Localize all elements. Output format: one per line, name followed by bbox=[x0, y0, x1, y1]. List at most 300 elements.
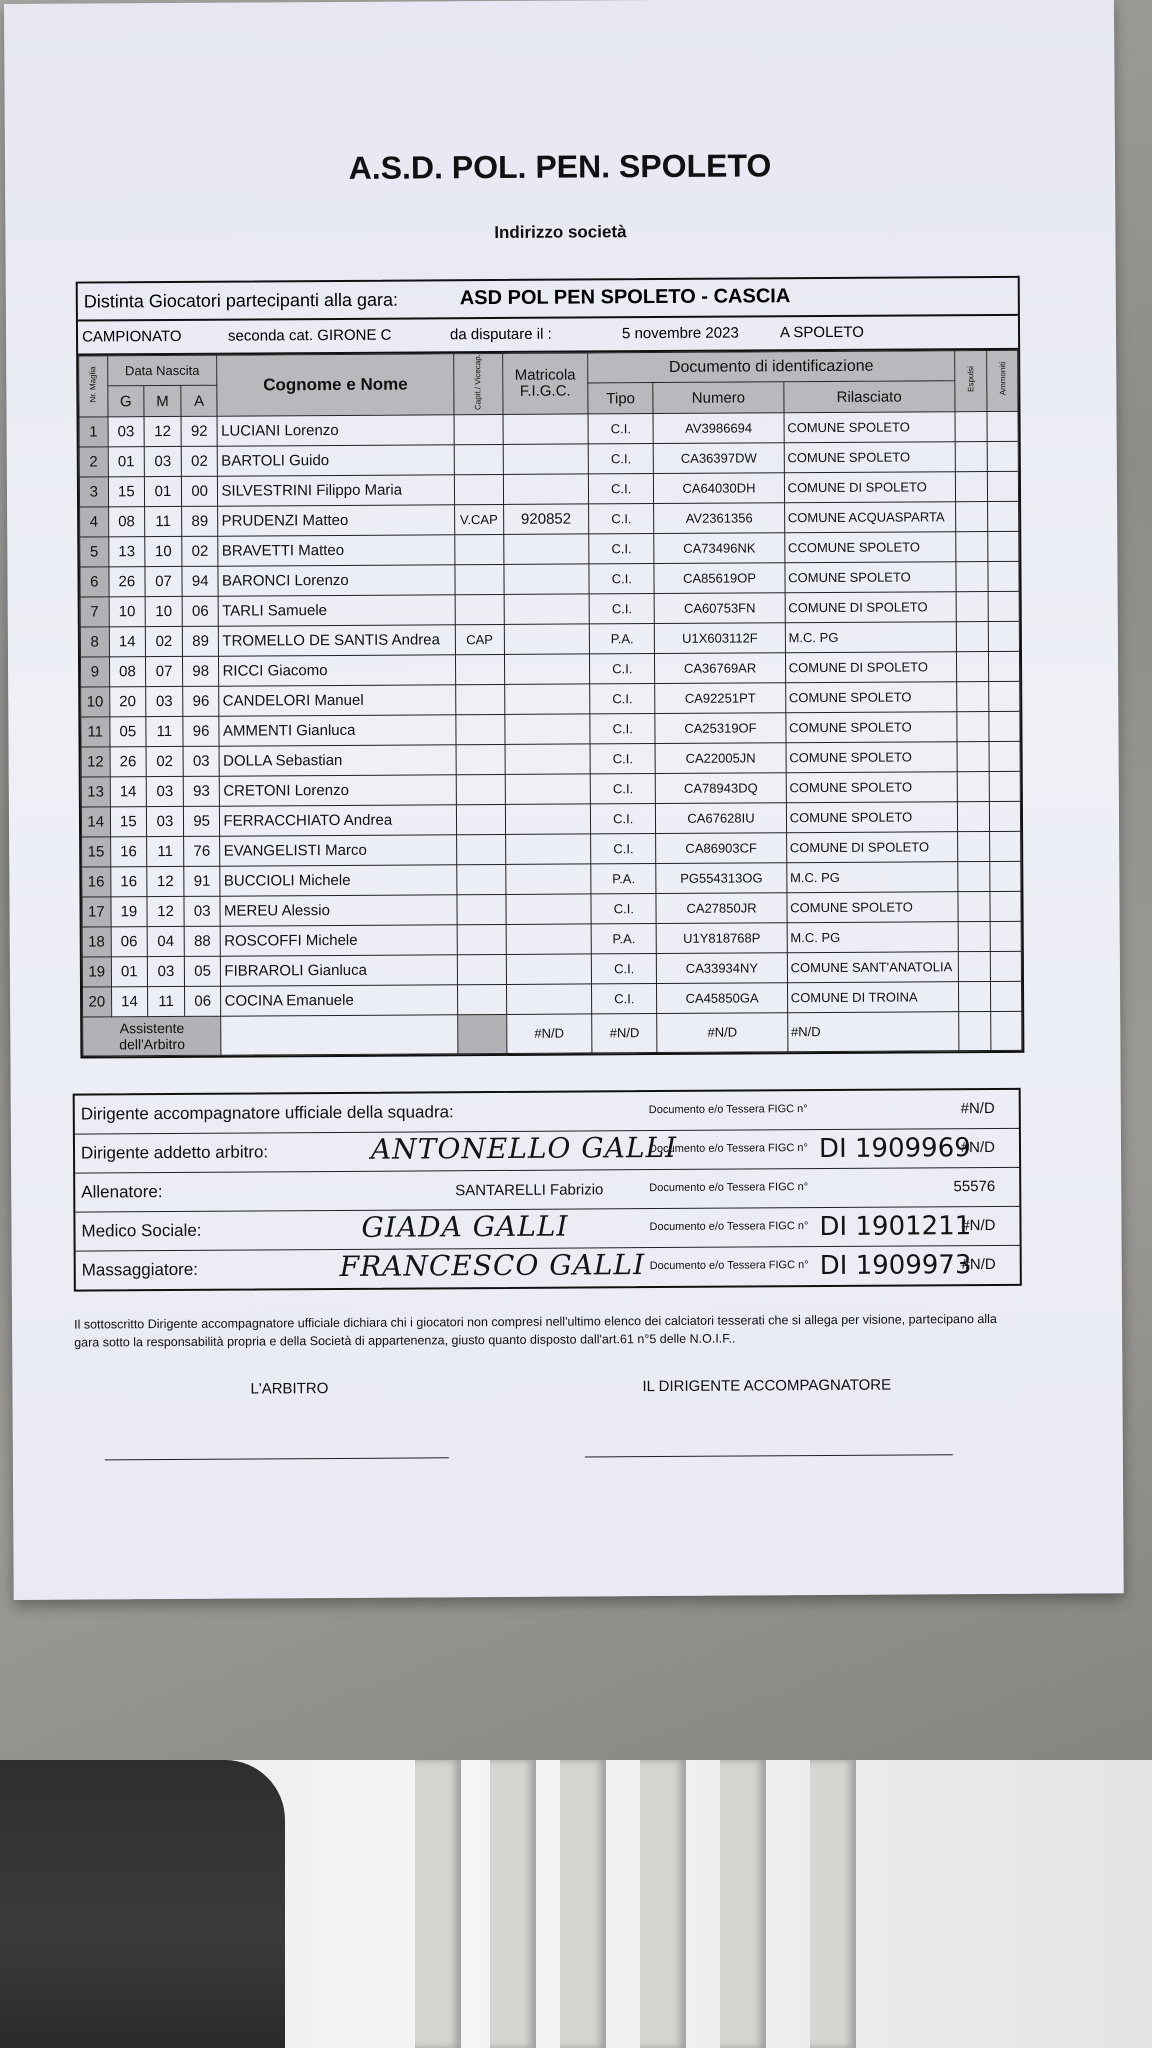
shirt-number: 2 bbox=[79, 447, 108, 477]
player-name: AMMENTI Gianluca bbox=[219, 715, 455, 746]
birth-year: 92 bbox=[181, 416, 218, 446]
doc-number: CA64030DH bbox=[654, 473, 785, 504]
doc-issuer: CCOMUNE SPOLETO bbox=[784, 532, 955, 563]
players-table bbox=[78, 350, 1022, 1057]
doc-number: CA25319OF bbox=[655, 713, 786, 744]
doc-number: CA92251PT bbox=[655, 683, 786, 714]
staff-role-label: Massaggiatore: bbox=[81, 1259, 199, 1280]
birth-year: 03 bbox=[183, 746, 220, 776]
birth-day: 08 bbox=[108, 507, 145, 537]
assistant-booked bbox=[991, 1011, 1022, 1050]
birth-day: 14 bbox=[109, 627, 146, 657]
handwritten-doc-number: DI 1909973 bbox=[819, 1250, 972, 1282]
shirt-number: 1 bbox=[79, 417, 108, 447]
birth-month: 07 bbox=[145, 566, 182, 596]
doc-type: C.I. bbox=[590, 713, 655, 743]
staff-doc-label: Documento e/o Tessera FIGC n° bbox=[649, 1181, 809, 1195]
matricola bbox=[505, 864, 591, 895]
doc-type: C.I. bbox=[589, 473, 654, 503]
player-name: CRETONI Lorenzo bbox=[220, 775, 456, 806]
matricola bbox=[506, 984, 592, 1015]
doc-number: CA36397DW bbox=[654, 443, 785, 474]
doc-number: CA60753FN bbox=[654, 593, 785, 624]
date-label: da disputare il : bbox=[449, 325, 552, 344]
shirt-number: 9 bbox=[80, 657, 109, 687]
staff-role-label: Dirigente accompagnatore ufficiale della squadra: bbox=[80, 1102, 454, 1124]
player-name: FERRACCHIATO Andrea bbox=[220, 805, 456, 836]
chair-slat bbox=[560, 1760, 606, 2048]
captain-mark bbox=[454, 444, 503, 474]
shirt-number: 7 bbox=[80, 597, 109, 627]
handwritten-name: ANTONELLO GALLI bbox=[370, 1130, 678, 1166]
birth-day: 20 bbox=[109, 687, 146, 717]
captain-mark bbox=[455, 684, 504, 714]
staff-row bbox=[75, 1090, 1019, 1135]
booked bbox=[988, 561, 1019, 591]
player-name: TARLI Samuele bbox=[219, 595, 455, 626]
players-body bbox=[79, 411, 1022, 1017]
matricola bbox=[504, 714, 590, 745]
chair-slat bbox=[490, 1760, 536, 2048]
handwritten-doc-number: DI 1901211 bbox=[819, 1211, 972, 1243]
doc-number: PG554313OG bbox=[656, 863, 787, 894]
championship-category: seconda cat. GIRONE C bbox=[227, 326, 392, 345]
captain-mark bbox=[454, 414, 503, 444]
birth-year: 93 bbox=[183, 776, 220, 806]
shirt-number: 16 bbox=[82, 867, 111, 897]
birth-month: 03 bbox=[146, 686, 183, 716]
player-name: DOLLA Sebastian bbox=[220, 745, 456, 776]
handwritten-name: FRANCESCO GALLI bbox=[339, 1248, 646, 1283]
expelled bbox=[956, 621, 989, 651]
captain-mark bbox=[456, 714, 505, 744]
birth-month: 03 bbox=[147, 956, 184, 986]
doc-issuer: COMUNE ACQUASPARTA bbox=[784, 502, 955, 533]
expelled bbox=[957, 771, 990, 801]
birth-year: 76 bbox=[183, 836, 220, 866]
doc-type: C.I. bbox=[589, 503, 654, 533]
col-name: Cognome e Nome bbox=[217, 354, 454, 416]
expelled bbox=[955, 471, 988, 501]
col-month: M bbox=[144, 386, 181, 417]
handwritten-name: GIADA GALLI bbox=[361, 1209, 569, 1244]
col-day: G bbox=[107, 386, 144, 417]
shirt-number: 3 bbox=[79, 477, 108, 507]
booked bbox=[988, 531, 1019, 561]
doc-issuer: COMUNE DI TROINA bbox=[787, 982, 958, 1013]
manager-signature-line bbox=[585, 1454, 953, 1457]
birth-year: 00 bbox=[181, 476, 218, 506]
shirt-number: 5 bbox=[80, 537, 109, 567]
assistant-expelled bbox=[958, 1011, 991, 1050]
booked bbox=[990, 771, 1021, 801]
shirt-number: 18 bbox=[82, 927, 111, 957]
staff-box bbox=[73, 1088, 1022, 1292]
doc-issuer: COMUNE SANT'ANATOLIA bbox=[787, 952, 958, 983]
birth-day: 10 bbox=[109, 597, 146, 627]
birth-month: 02 bbox=[146, 746, 183, 776]
doc-number: U1X603112F bbox=[655, 623, 786, 654]
birth-month: 10 bbox=[145, 536, 182, 566]
expelled bbox=[955, 501, 988, 531]
matricola bbox=[504, 654, 590, 685]
expelled bbox=[955, 441, 988, 471]
shirt-number: 19 bbox=[82, 957, 111, 987]
player-name: LUCIANI Lorenzo bbox=[218, 415, 454, 446]
matricola bbox=[504, 624, 590, 655]
doc-number: CA85619OP bbox=[654, 563, 785, 594]
player-name: BRAVETTI Matteo bbox=[218, 535, 454, 566]
expelled bbox=[958, 921, 991, 951]
birth-day: 16 bbox=[110, 837, 147, 867]
birth-year: 88 bbox=[184, 926, 221, 956]
doc-issuer: COMUNE SPOLETO bbox=[784, 442, 955, 473]
expelled bbox=[957, 801, 990, 831]
birth-day: 14 bbox=[111, 987, 148, 1017]
captain-mark bbox=[457, 924, 506, 954]
doc-number: CA78943DQ bbox=[656, 773, 787, 804]
matricola bbox=[506, 924, 592, 955]
matricola bbox=[505, 834, 591, 865]
matricola: 920852 bbox=[503, 504, 589, 535]
birth-year: 06 bbox=[182, 596, 219, 626]
doc-issuer: COMUNE SPOLETO bbox=[785, 682, 956, 713]
col-year: A bbox=[181, 386, 218, 417]
expelled bbox=[957, 741, 990, 771]
player-name: EVANGELISTI Marco bbox=[220, 835, 456, 866]
captain-mark bbox=[454, 534, 503, 564]
staff-role-label: Dirigente addetto arbitro: bbox=[80, 1142, 269, 1163]
booked bbox=[990, 891, 1021, 921]
birth-month: 03 bbox=[146, 776, 183, 806]
shirt-number: 6 bbox=[80, 567, 109, 597]
captain-mark bbox=[457, 894, 506, 924]
matricola bbox=[506, 954, 592, 985]
match-date: 5 novembre 2023 bbox=[621, 324, 739, 343]
doc-type: P.A. bbox=[589, 623, 654, 653]
assistant-cap bbox=[457, 1014, 506, 1053]
booked bbox=[987, 411, 1018, 441]
birth-day: 06 bbox=[111, 927, 148, 957]
birth-month: 12 bbox=[147, 866, 184, 896]
doc-number: CA22005JN bbox=[655, 743, 786, 774]
doc-type: C.I. bbox=[590, 773, 655, 803]
birth-year: 96 bbox=[182, 686, 219, 716]
expelled bbox=[956, 681, 989, 711]
birth-month: 02 bbox=[145, 626, 182, 656]
birth-day: 01 bbox=[111, 957, 148, 987]
player-name: BARONCI Lorenzo bbox=[218, 565, 454, 596]
doc-issuer: M.C. PG bbox=[787, 922, 958, 953]
doc-issuer: M.C. PG bbox=[785, 622, 956, 653]
matricola bbox=[505, 774, 591, 805]
booked bbox=[989, 741, 1020, 771]
birth-year: 05 bbox=[184, 956, 221, 986]
player-name: BUCCIOLI Michele bbox=[220, 865, 456, 896]
doc-number: CA73496NK bbox=[654, 533, 785, 564]
doc-number: CA36769AR bbox=[655, 653, 786, 684]
captain-mark bbox=[457, 984, 506, 1014]
birth-day: 26 bbox=[110, 747, 147, 777]
staff-row bbox=[75, 1129, 1019, 1174]
birth-day: 15 bbox=[108, 477, 145, 507]
expelled bbox=[958, 861, 991, 891]
birth-year: 95 bbox=[183, 806, 220, 836]
doc-type: P.A. bbox=[591, 923, 656, 953]
staff-doc-value: #N/D bbox=[960, 1099, 995, 1118]
col-captain: Capit./ Vicecap. bbox=[473, 354, 483, 411]
birth-day: 13 bbox=[108, 537, 145, 567]
shirt-number: 8 bbox=[80, 627, 109, 657]
doc-number: AV2361356 bbox=[654, 503, 785, 534]
birth-year: 98 bbox=[182, 656, 219, 686]
player-name: ROSCOFFI Michele bbox=[221, 925, 457, 956]
doc-issuer: COMUNE DI SPOLETO bbox=[785, 592, 956, 623]
booked bbox=[990, 861, 1021, 891]
staff-doc-value: #N/D bbox=[960, 1138, 996, 1157]
birth-day: 05 bbox=[109, 717, 146, 747]
birth-day: 01 bbox=[108, 447, 145, 477]
expelled bbox=[958, 891, 991, 921]
captain-mark: V.CAP bbox=[454, 504, 503, 534]
players-grid bbox=[76, 276, 1025, 1059]
col-doc-type: Tipo bbox=[588, 383, 653, 414]
shirt-number: 4 bbox=[80, 507, 109, 537]
expelled bbox=[955, 411, 988, 441]
birth-month: 11 bbox=[145, 506, 182, 536]
matricola bbox=[504, 594, 590, 625]
match-header-row bbox=[78, 278, 1018, 322]
doc-issuer: COMUNE DI SPOLETO bbox=[784, 472, 955, 503]
birth-month: 11 bbox=[148, 986, 185, 1016]
birth-year: 89 bbox=[182, 626, 219, 656]
booked bbox=[991, 951, 1022, 981]
championship-row bbox=[78, 316, 1018, 356]
booked bbox=[988, 501, 1019, 531]
birth-day: 15 bbox=[110, 807, 147, 837]
booked bbox=[990, 831, 1021, 861]
captain-mark bbox=[457, 864, 506, 894]
doc-number: CA67628IU bbox=[656, 803, 787, 834]
person-leg bbox=[0, 1760, 285, 2048]
col-birthdate: Data Nascita bbox=[107, 355, 217, 386]
doc-type: C.I. bbox=[589, 533, 654, 563]
shirt-number: 14 bbox=[81, 807, 110, 837]
expelled bbox=[958, 951, 991, 981]
staff-row bbox=[75, 1207, 1019, 1252]
col-shirt-number: Nr. Maglia bbox=[88, 366, 98, 403]
captain-mark bbox=[454, 474, 503, 504]
referee-signature-label: L'ARBITRO bbox=[250, 1380, 329, 1398]
col-expelled: Espulsi bbox=[966, 366, 976, 392]
birth-year: 94 bbox=[182, 566, 219, 596]
assistant-doc-issuer: #N/D bbox=[787, 1012, 958, 1052]
player-name: FIBRAROLI Gianluca bbox=[221, 955, 457, 986]
doc-type: C.I. bbox=[591, 953, 656, 983]
player-name: TROMELLO DE SANTIS Andrea bbox=[219, 625, 455, 656]
staff-doc-label: Documento e/o Tessera FIGC n° bbox=[649, 1220, 809, 1234]
captain-mark bbox=[456, 774, 505, 804]
matricola bbox=[503, 534, 589, 565]
shirt-number: 17 bbox=[82, 897, 111, 927]
expelled bbox=[956, 531, 989, 561]
staff-role-label: Medico Sociale: bbox=[81, 1220, 202, 1241]
booked bbox=[989, 621, 1020, 651]
staff-row bbox=[76, 1246, 1020, 1290]
manager-signature-label: IL DIRIGENTE ACCOMPAGNATORE bbox=[642, 1376, 892, 1396]
matricola bbox=[504, 564, 590, 595]
col-doc-issuer: Rilasciato bbox=[784, 381, 955, 412]
doc-type: C.I. bbox=[591, 893, 656, 923]
player-name: MEREU Alessio bbox=[220, 895, 456, 926]
birth-year: 02 bbox=[182, 536, 219, 566]
matricola bbox=[505, 744, 591, 775]
col-booked: Ammoniti bbox=[997, 362, 1008, 396]
birth-month: 10 bbox=[145, 596, 182, 626]
captain-mark bbox=[457, 954, 506, 984]
assistant-name bbox=[221, 1015, 457, 1055]
staff-doc-value: 55576 bbox=[953, 1177, 996, 1196]
birth-year: 03 bbox=[184, 896, 221, 926]
doc-type: C.I. bbox=[590, 653, 655, 683]
birth-year: 89 bbox=[181, 506, 218, 536]
doc-type: C.I. bbox=[591, 803, 656, 833]
col-document: Documento di identificazione bbox=[588, 351, 955, 384]
birth-year: 96 bbox=[183, 716, 220, 746]
club-address-label: Indirizzo società bbox=[494, 222, 627, 243]
matricola bbox=[506, 894, 592, 925]
shirt-number: 15 bbox=[82, 837, 111, 867]
doc-type: C.I. bbox=[588, 443, 653, 473]
shirt-number: 13 bbox=[81, 777, 110, 807]
captain-mark bbox=[456, 834, 505, 864]
birth-month: 03 bbox=[147, 806, 184, 836]
birth-day: 14 bbox=[110, 777, 147, 807]
doc-issuer: COMUNE SPOLETO bbox=[786, 802, 957, 833]
doc-type: C.I. bbox=[588, 413, 653, 443]
doc-issuer: COMUNE DI SPOLETO bbox=[785, 652, 956, 683]
staff-doc-value: #N/D bbox=[961, 1216, 996, 1235]
doc-number: CA45850GA bbox=[657, 983, 788, 1014]
doc-issuer: COMUNE SPOLETO bbox=[784, 412, 955, 443]
captain-mark bbox=[455, 564, 504, 594]
expelled bbox=[957, 711, 990, 741]
matricola bbox=[503, 474, 589, 505]
player-name: PRUDENZI Matteo bbox=[218, 505, 454, 536]
match-teams: ASD POL PEN SPOLETO - CASCIA bbox=[459, 285, 791, 310]
staff-doc-label: Documento e/o Tessera FIGC n° bbox=[648, 1103, 808, 1117]
doc-type: C.I. bbox=[590, 683, 655, 713]
chair-slat bbox=[720, 1760, 766, 2048]
doc-number: CA86903CF bbox=[656, 833, 787, 864]
birth-day: 19 bbox=[110, 897, 147, 927]
referee-signature-line bbox=[105, 1457, 449, 1460]
captain-mark bbox=[455, 594, 504, 624]
staff-row bbox=[75, 1168, 1019, 1213]
expelled bbox=[958, 981, 991, 1011]
captain-mark bbox=[455, 654, 504, 684]
expelled bbox=[956, 651, 989, 681]
doc-type: C.I. bbox=[589, 593, 654, 623]
match-sheet bbox=[4, 0, 1124, 1600]
doc-type: C.I. bbox=[589, 563, 654, 593]
staff-doc-label: Documento e/o Tessera FIGC n° bbox=[649, 1259, 809, 1273]
expelled bbox=[957, 831, 990, 861]
player-name: SILVESTRINI Filippo Maria bbox=[218, 475, 454, 506]
shirt-number: 20 bbox=[83, 987, 112, 1017]
booked bbox=[988, 591, 1019, 621]
doc-number: U1Y818768P bbox=[656, 923, 787, 954]
birth-month: 12 bbox=[147, 896, 184, 926]
birth-day: 16 bbox=[110, 867, 147, 897]
assistant-doc-number: #N/D bbox=[657, 1013, 788, 1053]
booked bbox=[991, 981, 1022, 1011]
birth-year: 06 bbox=[184, 986, 221, 1016]
declaration-text: Il sottoscritto Dirigente accompagnatore ufficiale dichiara chi i giocatori non compresi nell'ultimo elenco dei calciatori tesserati che si allega per visione, partecipano alla gara sotto la responsabilità propria e della Società di appartenenza, giusto quanto disposto dall'art.61 n°5 delle N.O.I.F.. bbox=[74, 1311, 997, 1350]
captain-mark bbox=[456, 744, 505, 774]
chair-slat bbox=[810, 1760, 856, 2048]
expelled bbox=[956, 561, 989, 591]
doc-issuer: COMUNE SPOLETO bbox=[786, 712, 957, 743]
doc-issuer: M.C. PG bbox=[786, 862, 957, 893]
assistant-label: Assistente dell'Arbitro bbox=[83, 1016, 222, 1056]
assistant-matricola: #N/D bbox=[506, 1014, 592, 1054]
birth-month: 01 bbox=[145, 476, 182, 506]
captain-mark bbox=[456, 804, 505, 834]
birth-month: 12 bbox=[144, 416, 181, 446]
staff-role-label: Allenatore: bbox=[81, 1182, 163, 1202]
matricola bbox=[503, 414, 589, 445]
booked bbox=[989, 681, 1020, 711]
doc-issuer: COMUNE SPOLETO bbox=[787, 892, 958, 923]
player-name: RICCI Giacomo bbox=[219, 655, 455, 686]
birth-month: 11 bbox=[147, 836, 184, 866]
birth-year: 02 bbox=[181, 446, 218, 476]
matricola bbox=[504, 684, 590, 715]
chair-slat bbox=[415, 1760, 461, 2048]
staff-printed-name: SANTARELLI Fabrizio bbox=[455, 1181, 604, 1200]
doc-issuer: COMUNE SPOLETO bbox=[785, 562, 956, 593]
birth-month: 11 bbox=[146, 716, 183, 746]
booked bbox=[990, 921, 1021, 951]
staff-doc-label: Documento e/o Tessera FIGC n° bbox=[648, 1142, 808, 1156]
booked bbox=[989, 651, 1020, 681]
birth-year: 91 bbox=[184, 866, 221, 896]
doc-issuer: COMUNE DI SPOLETO bbox=[786, 832, 957, 863]
doc-type: P.A. bbox=[591, 863, 656, 893]
chair-slat bbox=[640, 1760, 686, 2048]
birth-month: 07 bbox=[146, 656, 183, 686]
birth-month: 04 bbox=[147, 926, 184, 956]
club-title: A.S.D. POL. PEN. SPOLETO bbox=[348, 147, 772, 186]
birth-day: 03 bbox=[108, 417, 145, 447]
match-place: A SPOLETO bbox=[779, 323, 865, 342]
doc-number: CA33934NY bbox=[657, 953, 788, 984]
matricola bbox=[503, 444, 589, 475]
col-matricola: Matricola F.I.G.C. bbox=[502, 353, 588, 414]
championship-label: CAMPIONATO bbox=[81, 327, 182, 346]
player-name: CANDELORI Manuel bbox=[219, 685, 455, 716]
col-doc-number: Numero bbox=[653, 382, 784, 413]
shirt-number: 11 bbox=[81, 717, 110, 747]
doc-number: AV3986694 bbox=[653, 413, 784, 444]
doc-type: C.I. bbox=[592, 983, 657, 1013]
doc-issuer: COMUNE SPOLETO bbox=[786, 772, 957, 803]
doc-type: C.I. bbox=[590, 743, 655, 773]
booked bbox=[988, 441, 1019, 471]
shirt-number: 10 bbox=[81, 687, 110, 717]
booked bbox=[990, 801, 1021, 831]
